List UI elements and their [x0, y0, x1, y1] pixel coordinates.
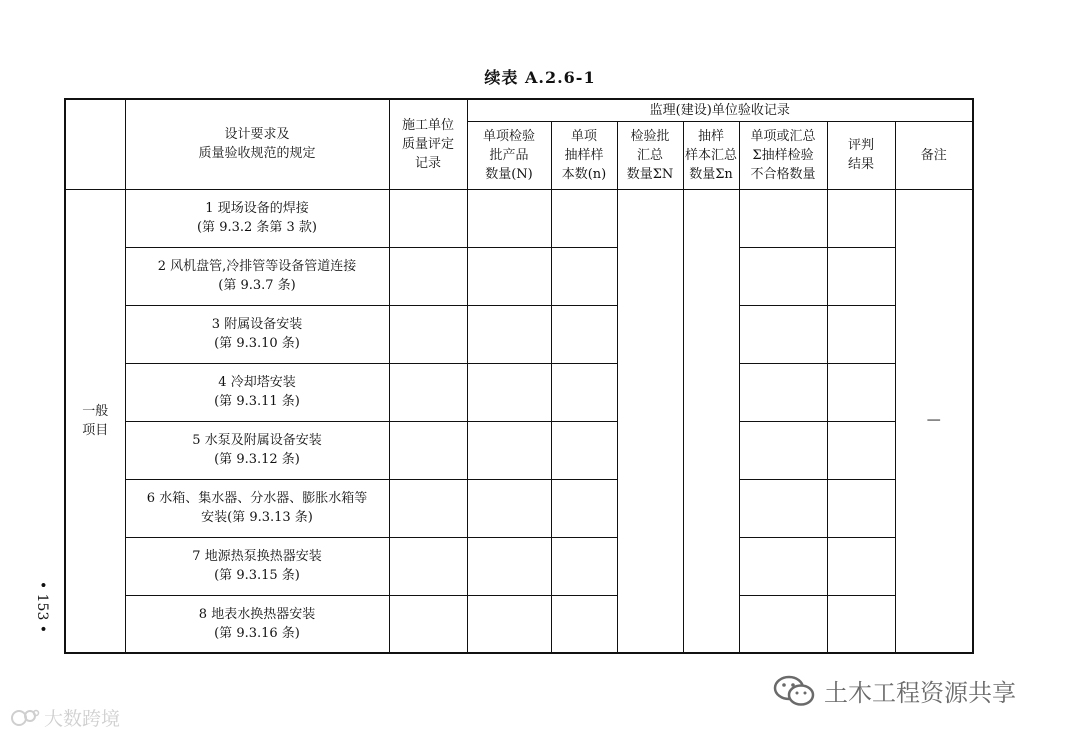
empty-cell: [551, 479, 617, 537]
header-construction-record: 施工单位 质量评定 记录: [389, 99, 467, 189]
empty-cell: [467, 363, 551, 421]
header-single-sample-count: 单项 抽样样 本数(n): [551, 121, 617, 189]
table-row: [65, 421, 973, 479]
header-sample-total: 抽样 样本汇总 数量Σn: [683, 121, 739, 189]
empty-cell: [551, 363, 617, 421]
table-row: [65, 247, 973, 305]
empty-cell: [389, 189, 467, 247]
item-cell: 1 现场设备的焊接 (第 9.3.2 条第 3 款): [125, 189, 389, 247]
empty-cell: [739, 479, 827, 537]
page-number: • 153 •: [34, 580, 51, 634]
empty-cell: [739, 363, 827, 421]
category-general-items: 一般 项目: [65, 189, 125, 653]
empty-cell: [467, 537, 551, 595]
empty-cell: [389, 247, 467, 305]
item-cell: 5 水泵及附属设备安装 (第 9.3.12 条): [125, 421, 389, 479]
item-cell: 4 冷却塔安装 (第 9.3.11 条): [125, 363, 389, 421]
empty-cell: [551, 537, 617, 595]
header-noncompliant-count: 单项或汇总 Σ抽样检验 不合格数量: [739, 121, 827, 189]
sample-total-cell: [683, 189, 739, 653]
empty-cell: [739, 421, 827, 479]
empty-cell: [827, 595, 895, 653]
brand-logo-icon: [10, 708, 40, 728]
header-design-requirements: 设计要求及 质量验收规范的规定: [125, 99, 389, 189]
empty-cell: [827, 247, 895, 305]
header-supervision-record: 监理(建设)单位验收记录: [467, 99, 973, 121]
empty-cell: [827, 421, 895, 479]
page-title: 续表 A.2.6-1: [484, 68, 596, 87]
table-row: [65, 189, 973, 247]
empty-cell: [389, 421, 467, 479]
item-cell: 2 风机盘管,冷排管等设备管道连接 (第 9.3.7 条): [125, 247, 389, 305]
empty-cell: [551, 247, 617, 305]
table-row: [65, 305, 973, 363]
header-result: 评判 结果: [827, 121, 895, 189]
empty-cell: [467, 247, 551, 305]
empty-cell: [739, 595, 827, 653]
table-row: [65, 537, 973, 595]
watermark-right: 土木工程资源共享: [772, 673, 1016, 708]
header-inspection-batch-total: 检验批 汇总 数量ΣN: [617, 121, 683, 189]
empty-cell: [467, 421, 551, 479]
header-remark: 备注: [895, 121, 973, 189]
empty-cell: [467, 479, 551, 537]
inspection-batch-total-cell: [617, 189, 683, 653]
empty-cell: [827, 189, 895, 247]
empty-cell: [389, 305, 467, 363]
item-cell: 3 附属设备安装 (第 9.3.10 条): [125, 305, 389, 363]
empty-cell: [551, 305, 617, 363]
inspection-record-table: [64, 98, 974, 654]
empty-cell: [389, 595, 467, 653]
empty-cell: [827, 479, 895, 537]
empty-cell: [467, 595, 551, 653]
empty-cell: [389, 479, 467, 537]
item-cell: 6 水箱、集水器、分水器、膨胀水箱等 安装(第 9.3.13 条): [125, 479, 389, 537]
item-cell: 7 地源热泵换热器安装 (第 9.3.15 条): [125, 537, 389, 595]
table-row: [65, 595, 973, 653]
empty-cell: [467, 189, 551, 247]
empty-cell: [467, 305, 551, 363]
table-row: [65, 479, 973, 537]
empty-cell: [827, 305, 895, 363]
empty-cell: [739, 189, 827, 247]
empty-cell: [389, 363, 467, 421]
empty-cell: [739, 537, 827, 595]
empty-cell: [551, 421, 617, 479]
table-row: [65, 363, 973, 421]
remark-cell: —: [895, 189, 973, 653]
item-cell: 8 地表水换热器安装 (第 9.3.16 条): [125, 595, 389, 653]
wechat-icon: [772, 674, 816, 708]
watermark-left: 大数跨境: [10, 704, 120, 731]
empty-cell: [389, 537, 467, 595]
header-empty-cell: [65, 99, 125, 189]
empty-cell: [551, 189, 617, 247]
empty-cell: [739, 247, 827, 305]
header-single-batch-quantity: 单项检验 批产品 数量(N): [467, 121, 551, 189]
empty-cell: [827, 537, 895, 595]
empty-cell: [551, 595, 617, 653]
empty-cell: [827, 363, 895, 421]
empty-cell: [739, 305, 827, 363]
